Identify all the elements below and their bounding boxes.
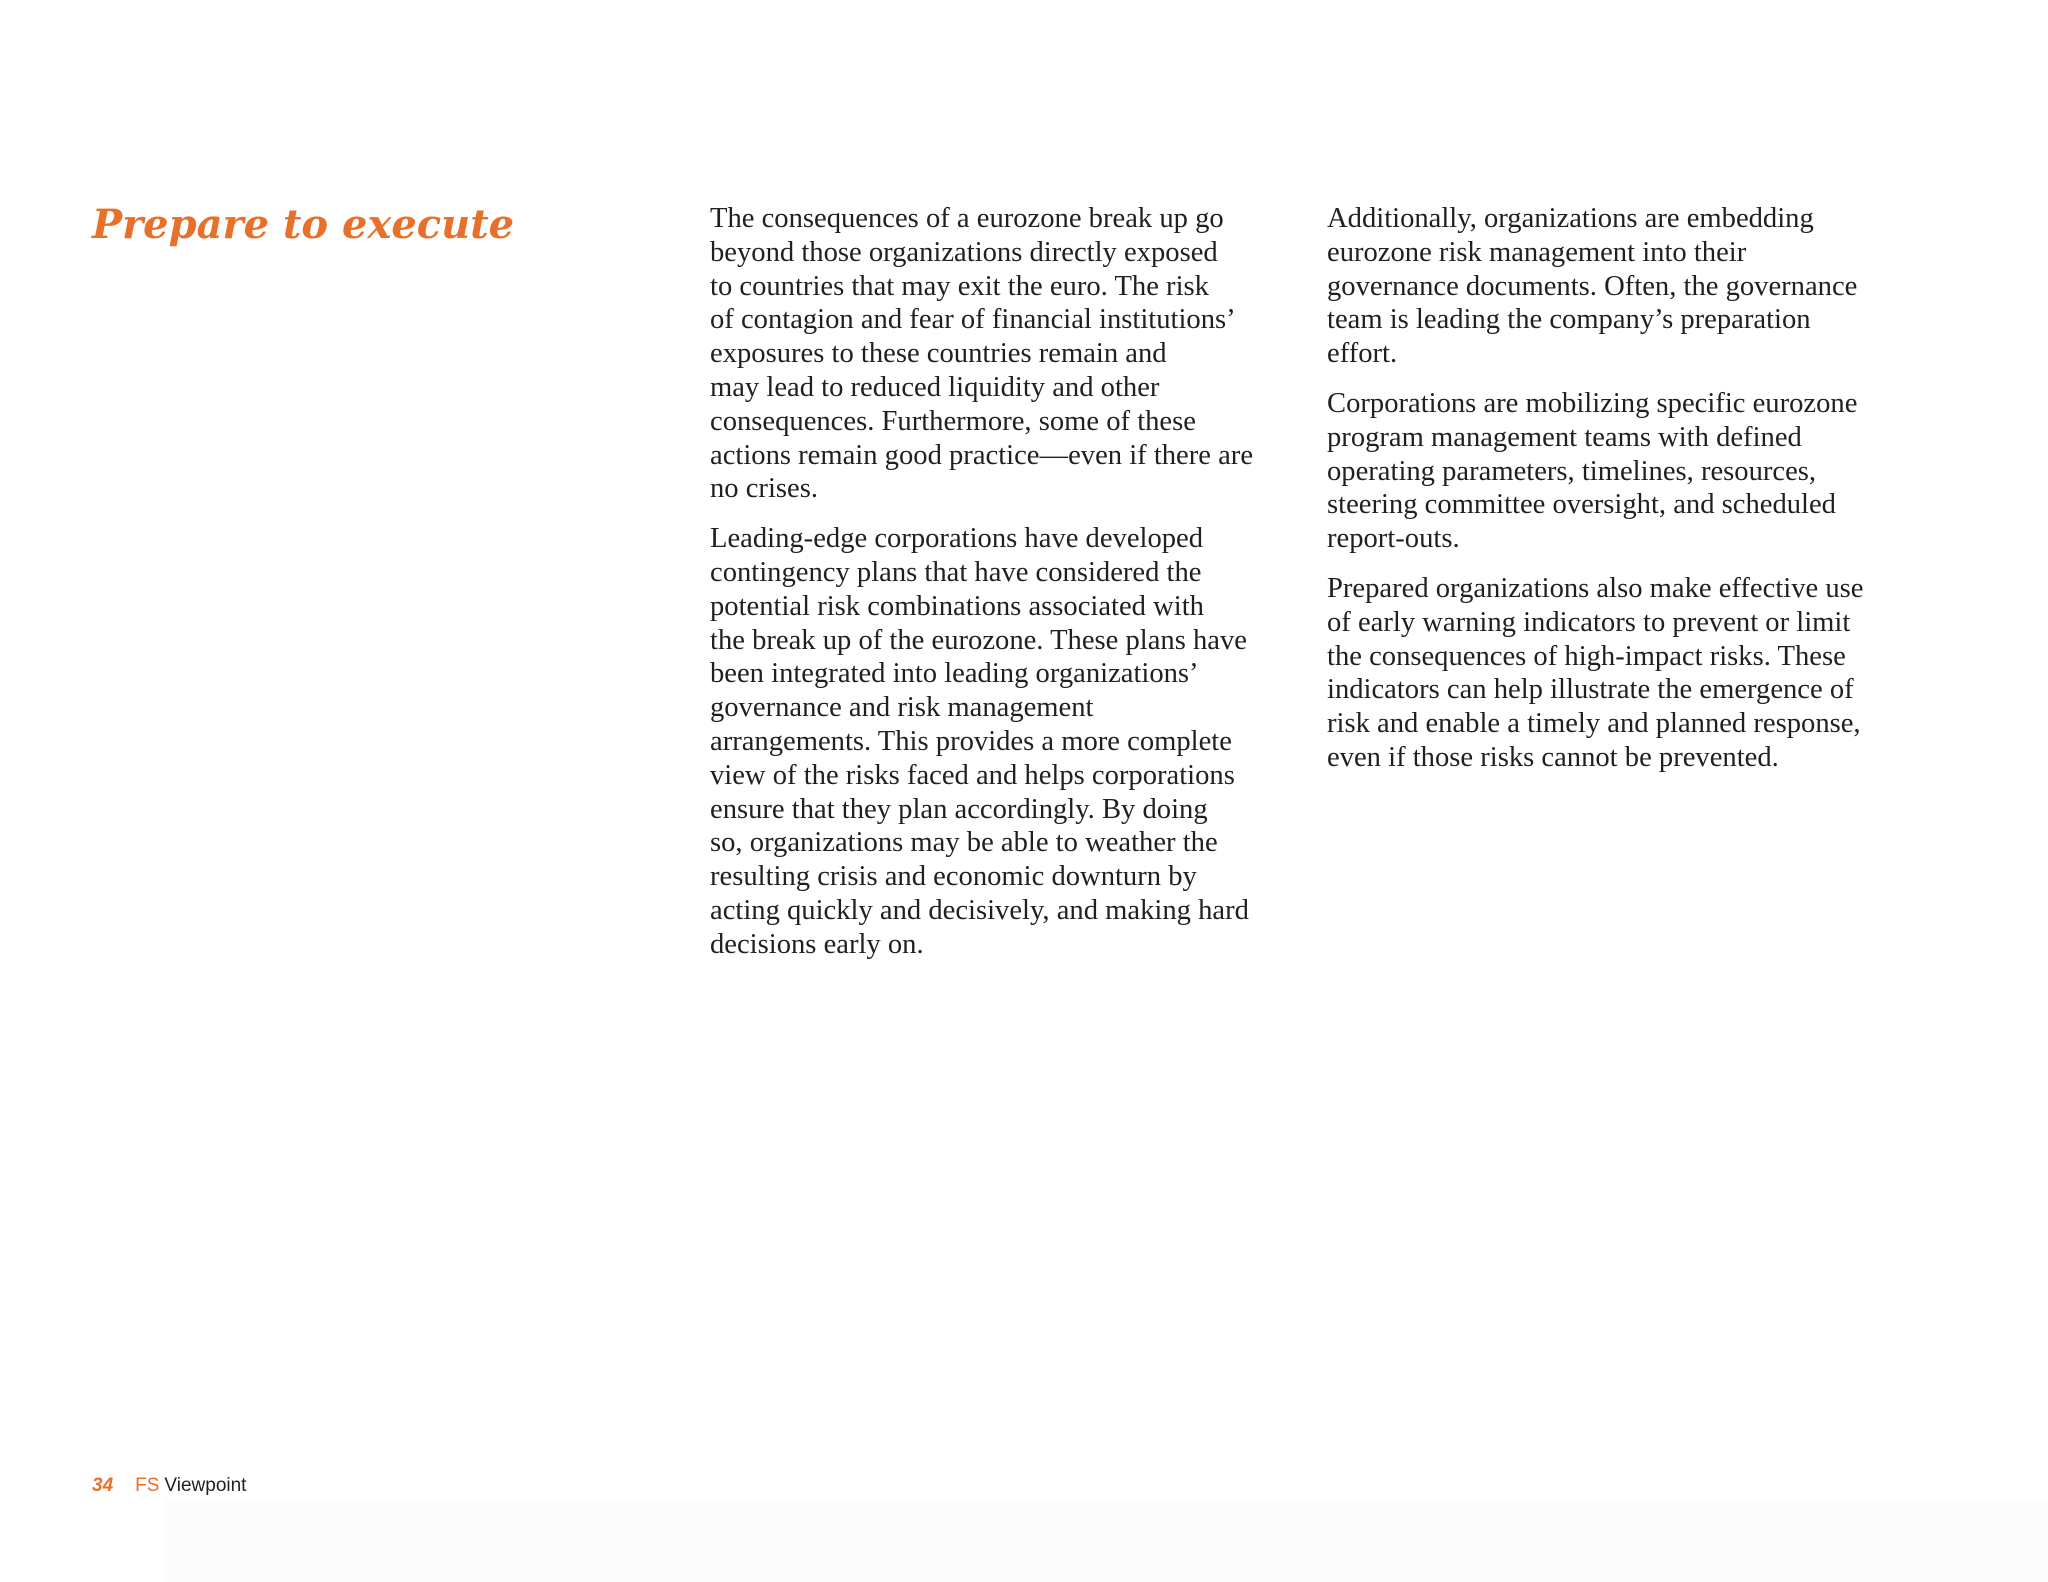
text-line: team is leading the company’s preparation xyxy=(1327,304,1811,336)
publication-name: Viewpoint xyxy=(164,1475,247,1496)
paragraph xyxy=(1327,572,1927,775)
text-line: of contagion and fear of financial institutions’ xyxy=(710,304,1236,336)
text-line: view of the risks faced and helps corporations xyxy=(710,759,1235,791)
text-line: Prepared organizations also make effective use xyxy=(1327,572,1864,604)
text-line: indicators can help illustrate the emergence of xyxy=(1327,674,1854,706)
text-line: program management teams with defined xyxy=(1327,421,1802,453)
paragraph xyxy=(710,202,1310,506)
text-line: resulting crisis and economic downturn by xyxy=(710,861,1197,893)
text-line: eurozone risk management into their xyxy=(1327,236,1747,268)
text-line: effort. xyxy=(1327,338,1398,370)
body-column-1 xyxy=(710,202,1310,978)
text-line: contingency plans that have considered the xyxy=(710,556,1202,588)
text-line: the consequences of high-impact risks. These xyxy=(1327,640,1846,672)
text-line: governance documents. Often, the governance xyxy=(1327,270,1858,302)
publication-prefix: FS xyxy=(135,1475,160,1496)
text-line: Corporations are mobilizing specific eurozone xyxy=(1327,387,1858,419)
text-line: of early warning indicators to prevent or limit xyxy=(1327,606,1851,638)
paragraph xyxy=(710,522,1310,961)
body-column-2 xyxy=(1327,202,1927,791)
footer-band xyxy=(165,1500,2048,1582)
text-line: so, organizations may be able to weather the xyxy=(710,827,1218,859)
section-heading: Prepare to execute xyxy=(92,201,515,248)
text-line: even if those risks cannot be prevented. xyxy=(1327,741,1779,773)
text-line: arrangements. This provides a more complete xyxy=(710,725,1232,757)
text-line: potential risk combinations associated with xyxy=(710,590,1204,622)
text-line: ensure that they plan accordingly. By doing xyxy=(710,793,1208,825)
text-line: governance and risk management xyxy=(710,692,1094,724)
text-line: may lead to reduced liquidity and other xyxy=(710,371,1160,403)
text-line: report-outs. xyxy=(1327,523,1460,555)
text-line: exposures to these countries remain and xyxy=(710,338,1167,370)
text-line: actions remain good practice—even if there are xyxy=(710,439,1254,471)
text-line: steering committee oversight, and scheduled xyxy=(1327,489,1836,521)
text-line: to countries that may exit the euro. The risk xyxy=(710,270,1209,302)
text-line: acting quickly and decisively, and making hard xyxy=(710,894,1249,926)
text-line: consequences. Furthermore, some of these xyxy=(710,405,1196,437)
paragraph xyxy=(1327,387,1927,556)
text-line: been integrated into leading organizations’ xyxy=(710,658,1199,690)
text-line: The consequences of a eurozone break up go xyxy=(710,203,1224,234)
page-footer xyxy=(92,1474,246,1498)
text-line: Leading-edge corporations have developed xyxy=(710,523,1204,555)
page-number: 34 xyxy=(92,1475,114,1496)
paragraph xyxy=(1327,202,1927,371)
text-line: beyond those organizations directly exposed xyxy=(710,236,1218,268)
text-line: risk and enable a timely and planned response, xyxy=(1327,708,1861,740)
text-line: no crises. xyxy=(710,473,818,505)
text-line: Additionally, organizations are embedding xyxy=(1327,203,1814,234)
text-line: decisions early on. xyxy=(710,928,924,960)
text-line: the break up of the eurozone. These plans have xyxy=(710,624,1247,656)
text-line: operating parameters, timelines, resources, xyxy=(1327,455,1817,487)
